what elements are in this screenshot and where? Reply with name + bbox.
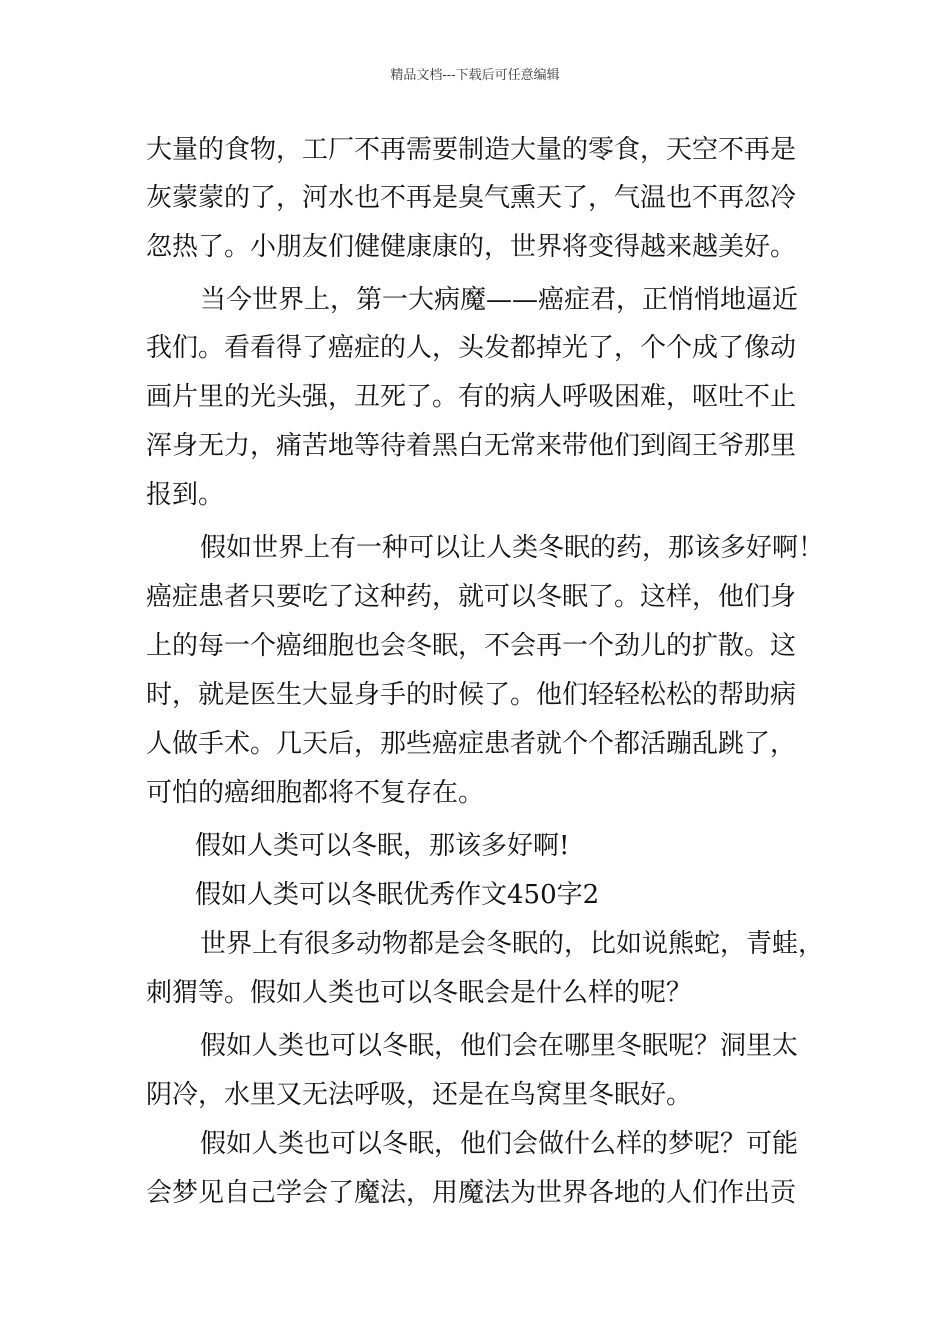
text-line: 刺猬等。假如人类也可以冬眠会是什么样的呢？ — [146, 978, 693, 1008]
text-line: 上的每一个癌细胞也会冬眠，不会再一个劲儿的扩散。这 — [146, 631, 797, 661]
text-line: 我们。看看得了癌症的人，头发都掉光了，个个成了像动 — [146, 333, 797, 363]
text-line: 会梦见自己学会了魔法，用魔法为世界各地的人们作出贡 — [146, 1178, 797, 1208]
text-line: 时，就是医生大显身手的时候了。他们轻轻松松的帮助病 — [146, 680, 797, 710]
text-line: 假如人类可以冬眠优秀作文450字2 — [195, 880, 600, 910]
text-line: 当今世界上，第一大病魔——癌症君，正悄悄地逼近 — [200, 285, 799, 315]
text-line: 灰蒙蒙的了，河水也不再是臭气熏天了，气温也不再忽冷 — [146, 183, 797, 213]
text-line: 假如人类可以冬眠，那该多好啊! — [195, 831, 570, 861]
text-line: 人做手术。几天后，那些癌症患者就个个都活蹦乱跳了， — [146, 729, 797, 759]
text-line: 浑身无力，痛苦地等待着黑白无常来带他们到阎王爷那里 — [146, 431, 797, 461]
text-line: 忽热了。小朋友们健健康康的，世界将变得越来越美好。 — [146, 232, 797, 262]
text-line: 假如世界上有一种可以让人类冬眠的药，那该多好啊！ — [200, 533, 825, 563]
text-line: 可怕的癌细胞都将不复存在。 — [146, 778, 485, 808]
text-line: 大量的食物，工厂不再需要制造大量的零食，天空不再是 — [146, 135, 797, 165]
text-line: 癌症患者只要吃了这种药，就可以冬眠了。这样，他们身 — [146, 582, 797, 612]
text-line: 阴冷，水里又无法呼吸，还是在鸟窝里冬眠好。 — [146, 1080, 693, 1110]
text-line: 假如人类也可以冬眠，他们会做什么样的梦呢？可能 — [200, 1129, 799, 1159]
page-header: 精品文档---下载后可任意编辑 — [390, 68, 560, 83]
text-line: 世界上有很多动物都是会冬眠的，比如说熊蛇，青蛙， — [200, 929, 825, 959]
text-line: 假如人类也可以冬眠，他们会在哪里冬眠呢？洞里太 — [200, 1031, 799, 1061]
text-line: 画片里的光头强，丑死了。有的病人呼吸困难，呕吐不止 — [146, 382, 797, 412]
text-line: 报到。 — [146, 480, 225, 510]
